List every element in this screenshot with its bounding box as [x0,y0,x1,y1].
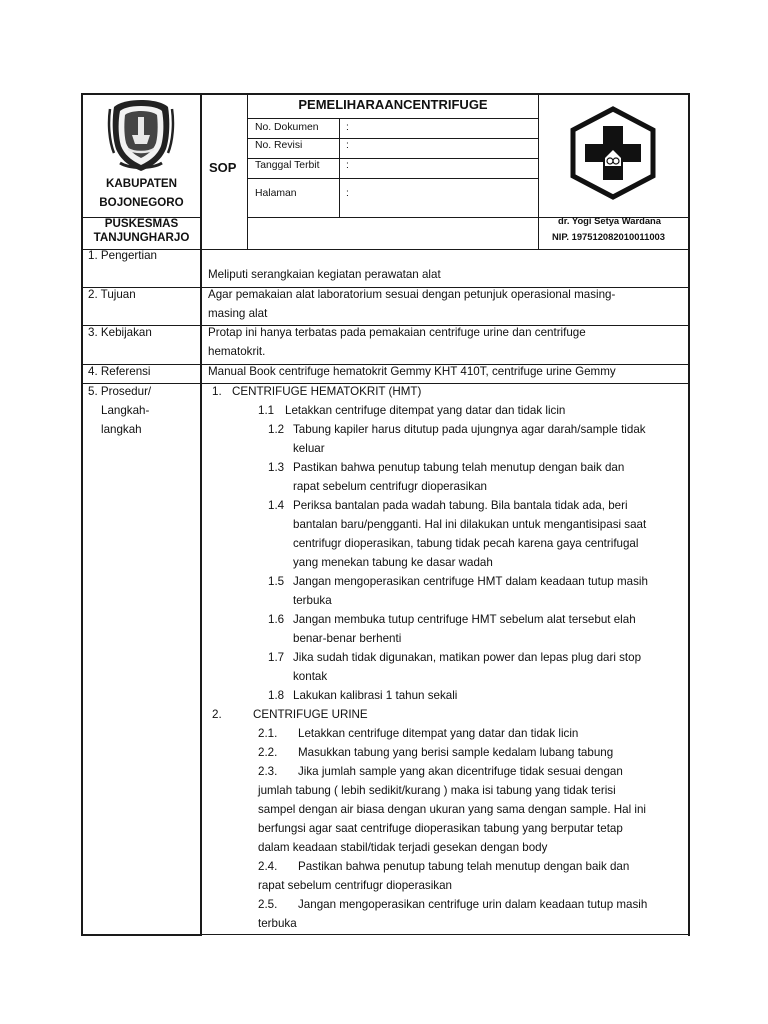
header-divider-sop [247,93,248,249]
facility-line-2: TANJUNGHARJO [93,231,190,244]
prosedur-label-line-1: 5. Prosedur/ [88,385,152,398]
hmt-step-1-6-line-2: benar-benar berhenti [293,632,402,645]
field-label-tanggal-terbit: Tanggal Terbit [255,160,320,171]
urine-step-2-3-line-4: berfungsi agar saat centrifuge dioperasikan tabung yang berputar tetap [258,822,623,835]
frame-right-border [688,93,690,936]
signer-nip: NIP. 197512082010011003 [552,231,665,242]
referensi-label: 4. Referensi [88,365,151,378]
urine-step-2-1-text: Letakkan centrifuge ditempat yang datar dan tidak licin [298,727,579,740]
region-line-2: BOJONEGORO [99,196,184,209]
referensi-text: Manual Book centrifuge hematokrit Gemmy KHT 410T, centrifuge urine Gemmy [208,365,616,378]
urine-step-2-3-num: 2.3. [258,765,278,778]
urine-step-2-3-line-2: jumlah tabung ( lebih sedikit/kurang ) maka isi tabung yang tidak terisi [258,784,616,797]
signer-name: dr. Yogi Setya Wardana [558,215,661,226]
frame-bottom-border [81,934,202,936]
field-value-no-dokumen: : [346,122,349,133]
hmt-step-1-6-line-1: Jangan membuka tutup centrifuge HMT sebelum alat tersebut elah [293,613,636,626]
header-divider-right [538,93,539,249]
kebijakan-text-line-1: Protap ini hanya terbatas pada pemakaian centrifuge urine dan centrifuge [208,326,586,339]
header-bottom-border [83,249,688,250]
pengertian-label: 1. Pengertian [88,249,157,262]
pengertian-text: Meliputi serangkaian kegiatan perawatan alat [208,268,441,281]
region-line-1: KABUPATEN [105,177,178,190]
hmt-title: CENTRIFUGE HEMATOKRIT (HMT) [232,385,422,398]
urine-step-2-4-num: 2.4. [258,860,278,873]
urine-step-2-4-line-1: Pastikan bahwa penutup tabung telah menutup dengan baik dan [298,860,630,873]
urine-step-2-5-line-2: terbuka [258,917,297,930]
urine-step-2-3-line-3: sampel dengan air biasa dengan ukuran yang sama dengan sample. Hal ini [258,803,646,816]
hmt-step-1-3-line-1: Pastikan bahwa penutup tabung telah menutup dengan baik dan [293,461,625,474]
hmt-step-1-1-num: 1.1 [258,404,275,417]
facility-line-1: PUSKESMAS [104,217,179,230]
prosedur-label-line-2: Langkah- [101,404,150,417]
hmt-step-1-4-line-1: Periksa bantalan pada wadah tabung. Bila bantala tidak ada, beri [293,499,628,512]
hmt-step-1-1-text: Letakkan centrifuge ditempat yang datar dan tidak licin [285,404,566,417]
hmt-step-1-5-num: 1.5 [268,575,285,588]
hmt-step-1-7-line-1: Jika sudah tidak digunakan, matikan power dan lepas plug dari stop [293,651,642,664]
regency-crest-logo [106,97,176,173]
tujuan-text-line-1: Agar pemakaian alat laboratorium sesuai dengan petunjuk operasional masing- [208,288,616,301]
urine-title: CENTRIFUGE URINE [253,708,368,721]
hmt-number: 1. [212,385,222,398]
header-divider-left [200,93,202,936]
hmt-step-1-7-line-2: kontak [293,670,328,683]
hmt-step-1-6-num: 1.6 [268,613,285,626]
hmt-step-1-5-line-2: terbuka [293,594,332,607]
urine-step-2-2-text: Masukkan tabung yang berisi sample kedalam lubang tabung [298,746,614,759]
field-value-tanggal-terbit: : [346,160,349,171]
hmt-step-1-2-line-2: keluar [293,442,325,455]
hmt-step-1-7-num: 1.7 [268,651,285,664]
urine-number: 2. [212,708,222,721]
hmt-step-1-4-num: 1.4 [268,499,285,512]
field-label-no-dokumen: No. Dokumen [255,122,319,133]
document-title: PEMELIHARAANCENTRIFUGE [298,97,488,112]
hmt-step-1-8-text: Lakukan kalibrasi 1 tahun sekali [293,689,458,702]
tujuan-label: 2. Tujuan [88,288,136,301]
hmt-step-1-2-num: 1.2 [268,423,285,436]
hmt-step-1-3-num: 1.3 [268,461,285,474]
urine-step-2-2-num: 2.2. [258,746,278,759]
hmt-step-1-4-line-2: bantalan baru/pengganti. Hal ini dilakukan untuk mengantisipasi saat [293,518,647,531]
header-field-colon-divider [339,118,340,218]
field-value-no-revisi: : [346,140,349,151]
field-label-halaman: Halaman [255,188,297,199]
urine-step-2-4-line-2: rapat sebelum centrifugr dioperasikan [258,879,452,892]
field-divider-3 [248,178,538,179]
prosedur-label-line-3: langkah [101,423,142,436]
sop-label: SOP [209,160,237,175]
field-value-halaman: : [346,188,349,199]
hmt-step-1-4-line-3: centrifugr dioperasikan, tabung tidak pecah karena gaya centrifugal [293,537,639,550]
urine-step-2-3-line-5: dalam keadaan stabil/tidak terjadi gesekan dengan body [258,841,548,854]
hmt-step-1-8-num: 1.8 [268,689,285,702]
hmt-step-1-3-line-2: rapat sebelum centrifugr dioperasikan [293,480,487,493]
urine-step-2-5-num: 2.5. [258,898,278,911]
urine-step-2-3-line-1: Jika jumlah sample yang akan dicentrifuge tidak sesuai dengan [298,765,623,778]
tujuan-text-line-2: masing alat [208,307,268,320]
kebijakan-label: 3. Kebijakan [88,326,152,339]
urine-step-2-1-num: 2.1. [258,727,278,740]
frame-bottom-border-right [202,934,690,935]
hmt-step-1-5-line-1: Jangan mengoperasikan centrifuge HMT dalam keadaan tutup masih [293,575,648,588]
hmt-step-1-2-line-1: Tabung kapiler harus ditutup pada ujungnya agar darah/sample tidak [293,423,646,436]
urine-step-2-5-line-1: Jangan mengoperasikan centrifuge urin dalam keadaan tutup masih [298,898,648,911]
kebijakan-text-line-2: hematokrit. [208,345,266,358]
field-label-no-revisi: No. Revisi [255,140,303,151]
puskesmas-cross-logo [565,106,661,200]
hmt-step-1-4-line-4: yang menekan tabung ke dasar wadah [293,556,493,569]
